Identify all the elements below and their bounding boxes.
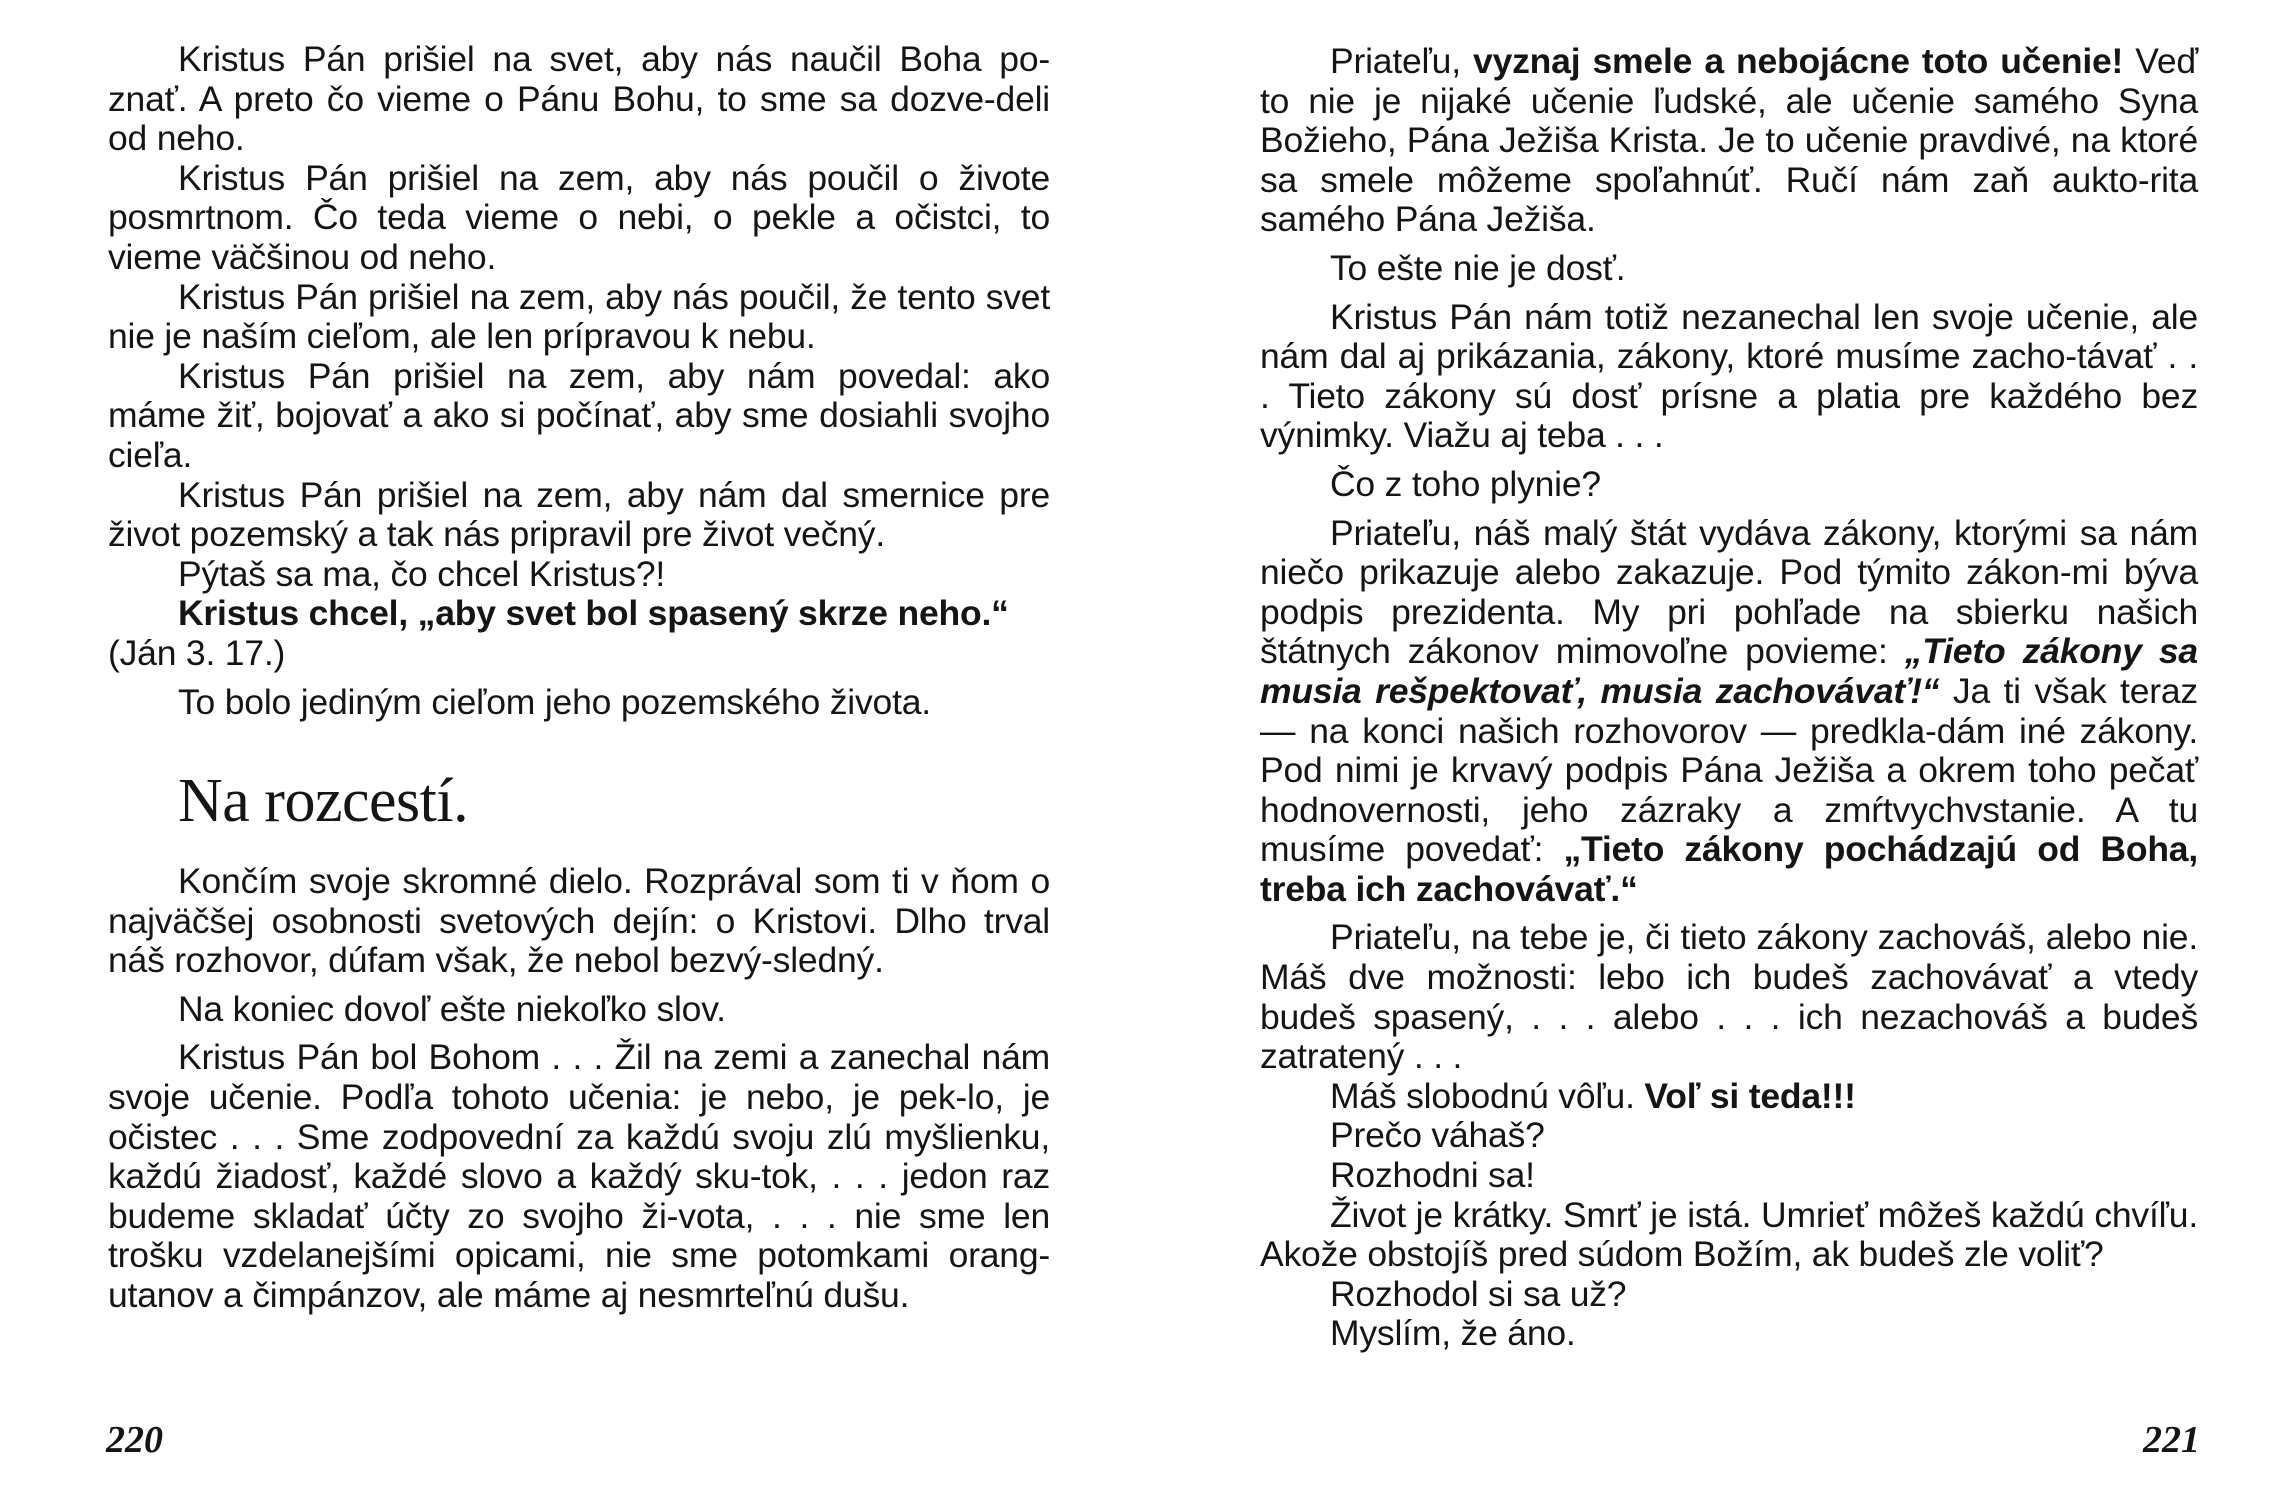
paragraph: Život je krátky. Smrť je istá. Umrieť môžeš každú chvíľu. Akože obstojíš pred súdom Božím, ak budeš zle voliť? xyxy=(1260,1194,2198,1275)
paragraph: To bolo jediným cieľom jeho pozemského života. xyxy=(178,681,931,722)
text-run: Máš slobodnú vôľu. xyxy=(1330,1075,1645,1116)
bold-run: Voľ si teda!!! xyxy=(1644,1075,1856,1116)
bible-quote xyxy=(108,594,1050,673)
page-number-right: 221 xyxy=(2143,1419,2200,1461)
paragraph: Čo z toho plynie? xyxy=(1330,463,1601,504)
bold-run: „Tieto zákony pochádzajú od Boha, treba ich zachovávať.“ xyxy=(1260,829,2199,909)
paragraph: Myslím, že áno. xyxy=(1330,1313,1576,1354)
text-run: Ja ti však teraz — na konci našich rozhovorov — predkla-dám iné zákony. Pod nimi je krvavý podpis Pána Ježiša a okrem toho pečať hodnovernosti, jeho zázraky a zmŕtvychvstanie. A tu musíme povedať: xyxy=(1260,670,2198,870)
paragraph xyxy=(1260,1077,2198,1117)
quote-bold: Kristus chcel, „aby svet bol spasený skrze neho.“ xyxy=(178,593,1009,634)
paragraph: Kristus Pán prišiel na svet, aby nás naučil Boha po-znať. A preto čo vieme o Pánu Bohu, to sme sa dozve-deli od neho. xyxy=(108,39,1050,159)
paragraph: To ešte nie je dosť. xyxy=(1330,247,1626,288)
section-heading: Na rozcestí. xyxy=(178,767,469,836)
paragraph: Rozhodol si sa už? xyxy=(1330,1273,1627,1314)
bold-run: vyznaj smele a nebojácne toto učenie! xyxy=(1473,41,2124,81)
paragraph: Prečo váhaš? xyxy=(1330,1115,1545,1156)
paragraph: Kristus Pán prišiel na zem, aby nám dal smernice pre život pozemský a tak nás pripravil pre život večný. xyxy=(108,474,1050,555)
paragraph: Kristus Pán nám totiž nezanechal len svoje učenie, ale nám dal aj prikázania, zákony, ktoré musíme zacho-távať . . . Tieto zákony sú dosť prísne a platia pre každého bez výnimky. Viažu aj teba . . . xyxy=(1260,296,2198,456)
italic-run: „Tieto zákony sa musia rešpektovať, musia zachovávať!“ xyxy=(1260,631,2198,711)
paragraph: Kristus Pán prišiel na zem, aby nás poučil o živote posmrtnom. Čo teda vieme o nebi, o pekle a očistci, to vieme väčšinou od neho. xyxy=(108,157,1050,277)
paragraph: Na koniec dovoľ ešte niekoľko slov. xyxy=(178,988,726,1029)
paragraph: Rozhodni sa! xyxy=(1330,1155,1535,1196)
right-page xyxy=(1146,0,2292,1500)
paragraph: Kristus Pán bol Bohom . . . Žil na zemi a zanechal nám svoje učenie. Podľa tohoto učenia: je nebo, je pek-lo, je očistec . . . Sme zodpovední za každú svoju zlú myšlienku, každú žiadosť, každé slovo a každý sku-tok, . . . jedon raz budeme skladať účty zo svojho ži-vota, . . . nie sme len trošku vzdelanejšími opicami, nie sme potomkami orang-utanov a čimpánzov, ale máme aj nesmrteľnú dušu. xyxy=(108,1037,1050,1316)
paragraph: Pýtaš sa ma, čo chcel Kristus?! xyxy=(178,553,666,594)
right-page-text xyxy=(1260,42,2198,1354)
paragraph xyxy=(1260,42,2198,240)
text-run: Veď to nie je nijaké učenie ľudské, ale učenie samého Syna Božieho, Pána Ježiša Krista. Je to učenie pravdivé, na ktoré sa smele môžeme spoľahnúť. Ručí nám zaň aukto-rita samého Pána Ježiša. xyxy=(1260,41,2198,240)
page-number-left: 220 xyxy=(106,1419,163,1461)
text-run: Priateľu, xyxy=(1330,41,1474,81)
paragraph: Kristus Pán prišiel na zem, aby nás poučil, že tento svet nie je naším cieľom, ale len prípravou k nebu. xyxy=(108,276,1050,357)
paragraph: Kristus Pán prišiel na zem, aby nám povedal: ako máme žiť, bojovať a ako si počínať, aby sme dosiahli svojho cieľa. xyxy=(108,355,1050,475)
paragraph: Končím svoje skromné dielo. Rozprával som ti v ňom o najväčšej osobnosti svetových dejín: o Kristovi. Dlho trval náš rozhovor, dúfam však, že nebol bezvý-sledný. xyxy=(108,861,1050,981)
paragraph: Priateľu, na tebe je, či tieto zákony zachováš, alebo nie. Máš dve možnosti: lebo ich budeš zachovávať a vtedy budeš spasený, . . . alebo . . . ich nezachováš a budeš zatratený . . . xyxy=(1260,917,2198,1077)
left-page-text xyxy=(108,40,1050,1316)
text-run: Priateľu, náš malý štát vydáva zákony, ktorými sa nám niečo prikazuje alebo zakazuje. Pod týmito zákon-mi býva podpis prezidenta. My pri pohľade na sbierku našich štátnych zákonov mimovoľne povieme: xyxy=(1260,512,2198,672)
paragraph xyxy=(1260,514,2198,910)
quote-reference: (Ján 3. 17.) xyxy=(108,632,286,673)
